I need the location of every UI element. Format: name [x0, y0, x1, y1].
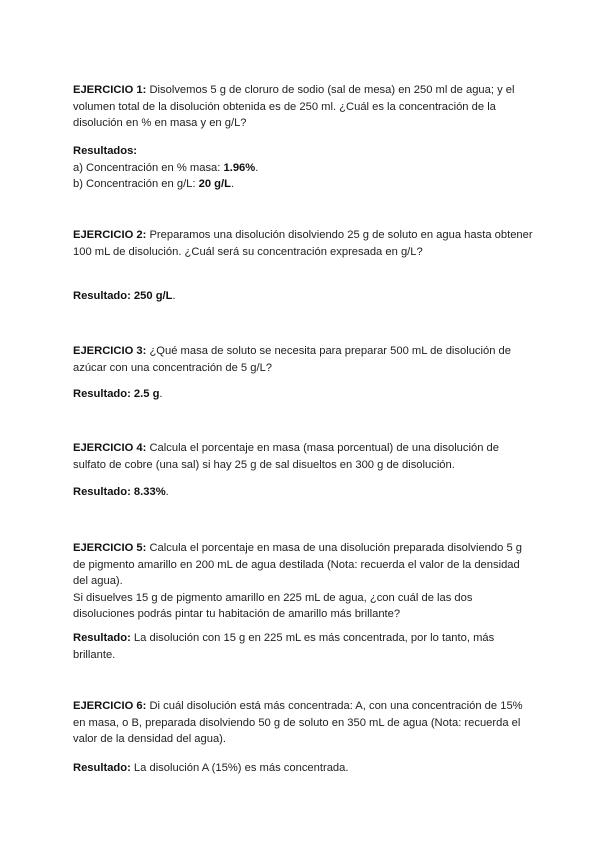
exercise-4-label: EJERCICIO 4:: [73, 442, 147, 454]
exercise-5: [73, 540, 533, 623]
exercise-2-question: EJERCICIO 2: Preparamos una disolución disolviendo 25 g de soluto en agua hasta obtener 100 mL de disolución. ¿Cuál será su concentración expresada en g/L?: [73, 229, 533, 258]
exercise-4-result-label: Resultado: 8.33%: [73, 486, 166, 498]
exercise-1-result-a: a) Concentración en % masa: 1.96%.: [73, 161, 259, 174]
exercise-2-result: Resultado: 250 g/L.: [73, 290, 176, 302]
exercise-6-result: Resultado: La disolución A (15%) es más concentrada.: [73, 762, 349, 774]
exercise-1-result-b: b) Concentración en g/L: 20 g/L.: [73, 178, 235, 190]
exercise-2: [73, 227, 533, 260]
exercise-5-question-2: Si disuelves 15 g de pigmento amarillo en 225 mL de agua, ¿con cuál de las dos disoluciones podrás pintar tu habitación de amarillo más brillante?: [73, 591, 473, 620]
exercise-3-question: EJERCICIO 3: ¿Qué masa de soluto se necesita para preparar 500 mL de disolución de azúcar con una concentración de 5 g/L?: [73, 345, 511, 374]
exercise-3-result-label: Resultado: 2.5 g: [73, 388, 160, 400]
exercise-1: [73, 82, 533, 132]
exercise-2-label: EJERCICIO 2:: [73, 229, 147, 241]
exercise-5-result-label: Resultado:: [73, 632, 131, 644]
exercise-3: [73, 343, 533, 376]
exercise-1-results: [73, 143, 533, 193]
exercise-4: [73, 440, 533, 473]
exercise-5-result: Resultado: La disolución con 15 g en 225 mL es más concentrada, por lo tanto, más brillante.: [73, 632, 495, 661]
exercise-1-question: EJERCICIO 1: Disolvemos 5 g de cloruro de sodio (sal de mesa) en 250 ml de agua; y el volumen total de la disolución obtenida es de 250 ml. ¿Cuál es la concentración de la disolución en % en masa y en g/L?: [73, 84, 515, 129]
exercise-6-question: EJERCICIO 6: Di cuál disolución está más concentrada: A, con una concentración de 15% en masa, o B, preparada disolviendo 50 g de soluto en 350 mL de agua (Nota: recuerda el valor de la densidad del agua).: [73, 700, 523, 745]
exercise-3-result: Resultado: 2.5 g.: [73, 388, 163, 400]
exercise-6-result-label: Resultado:: [73, 762, 131, 774]
exercise-3-label: EJERCICIO 3:: [73, 345, 147, 357]
exercise-6: [73, 698, 533, 748]
exercise-4-result: Resultado: 8.33%.: [73, 486, 169, 498]
exercise-1-results-label: Resultados:: [73, 145, 138, 157]
exercise-4-question: EJERCICIO 4: Calcula el porcentaje en masa (masa porcentual) de una disolución de sulfato de cobre (una sal) si hay 25 g de sal disueltos en 300 g de disolución.: [73, 442, 499, 471]
exercise-6-label: EJERCICIO 6:: [73, 700, 147, 712]
exercise-5-label: EJERCICIO 5:: [73, 542, 147, 554]
exercise-1-label: EJERCICIO 1:: [73, 84, 147, 96]
exercise-5-question: EJERCICIO 5: Calcula el porcentaje en masa de una disolución preparada disolviendo 5 g de pigmento amarillo en 200 mL de agua destilada (Nota: recuerda el valor de la densidad del agua).: [73, 542, 523, 587]
exercise-2-result-label: Resultado: 250 g/L: [73, 290, 173, 302]
